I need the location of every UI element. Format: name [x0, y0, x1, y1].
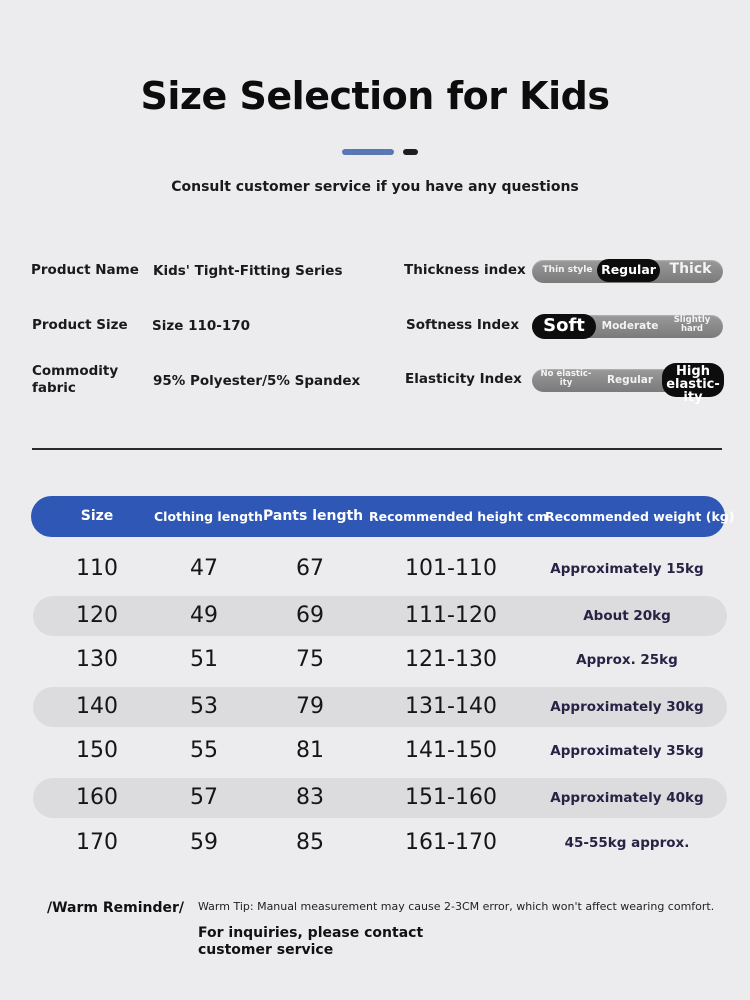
table-row: [33, 596, 727, 636]
cell-clothing-length: 51: [190, 647, 218, 672]
title-accent-bar-blue: [342, 149, 394, 155]
thickness-index-label: Thickness index: [404, 262, 526, 278]
elasticity-option-none: No elastic-ity: [540, 369, 592, 388]
cell-weight: Approximately 40kg: [550, 790, 704, 806]
elasticity-option-regular: Regular: [606, 374, 654, 386]
cell-height: 101-110: [405, 556, 497, 581]
cell-weight: Approximately 30kg: [550, 699, 704, 715]
cell-size: 150: [76, 738, 118, 763]
softness-scale: [532, 315, 723, 338]
elasticity-option-high-selected: High elastic-ity: [662, 363, 724, 397]
title-accent-bar-dark: [403, 149, 418, 155]
table-row: [33, 823, 727, 863]
cell-size: 120: [76, 603, 118, 628]
softness-option-slightly-hard: Slightly hard: [673, 315, 711, 334]
warm-reminder-heading: /Warm Reminder/: [47, 900, 185, 916]
cell-height: 131-140: [405, 694, 497, 719]
product-name-label: Product Name: [31, 262, 139, 278]
cell-size: 160: [76, 785, 118, 810]
product-size-value: Size 110-170: [152, 318, 251, 334]
thickness-scale: [532, 260, 723, 283]
softness-option-soft-selected: Soft: [532, 314, 596, 339]
header-recommended-height: Recommended height cm: [369, 509, 548, 524]
cell-pants-length: 75: [296, 647, 324, 672]
cell-weight: Approximately 35kg: [550, 743, 704, 759]
header-clothing-length: Clothing length: [154, 509, 263, 524]
thickness-option-thick: Thick: [669, 261, 712, 277]
cell-clothing-length: 59: [190, 830, 218, 855]
product-size-label: Product Size: [32, 317, 128, 333]
header-pants-length: Pants length: [263, 508, 364, 524]
elasticity-index-label: Elasticity Index: [405, 371, 522, 387]
cell-pants-length: 79: [296, 694, 324, 719]
cell-weight: Approx. 25kg: [576, 652, 678, 668]
cell-size: 130: [76, 647, 118, 672]
cell-weight: 45-55kg approx.: [564, 835, 690, 851]
cell-size: 170: [76, 830, 118, 855]
table-row: [33, 778, 727, 818]
header-size: Size: [80, 508, 114, 524]
table-row: [33, 549, 727, 589]
table-row: [33, 731, 727, 771]
product-name-value: Kids' Tight-Fitting Series: [153, 263, 343, 279]
cell-size: 110: [76, 556, 118, 581]
fabric-value: 95% Polyester/5% Spandex: [153, 373, 361, 389]
cell-height: 151-160: [405, 785, 497, 810]
cell-pants-length: 83: [296, 785, 324, 810]
section-divider: [32, 448, 722, 450]
cell-pants-length: 81: [296, 738, 324, 763]
cell-pants-length: 85: [296, 830, 324, 855]
table-row: [33, 640, 727, 680]
cell-height: 141-150: [405, 738, 497, 763]
size-table-header: [31, 496, 735, 537]
page-title: Size Selection for Kids: [140, 74, 610, 118]
cell-height: 161-170: [405, 830, 497, 855]
softness-index-label: Softness Index: [406, 317, 520, 333]
warm-tip-text: Warm Tip: Manual measurement may cause 2-3CM error, which won't affect wearing comfort.: [198, 900, 715, 913]
cell-pants-length: 67: [296, 556, 324, 581]
elasticity-scale: [532, 364, 723, 405]
page-subtitle: Consult customer service if you have any questions: [171, 179, 579, 195]
cell-weight: Approximately 15kg: [550, 561, 704, 577]
cell-height: 121-130: [405, 647, 497, 672]
header-recommended-weight: Recommended weight (kg): [545, 509, 735, 524]
cell-clothing-length: 57: [190, 785, 218, 810]
softness-option-moderate: Moderate: [601, 320, 659, 332]
thickness-option-thin: Thin style: [542, 265, 593, 275]
fabric-label: Commodity fabric: [32, 363, 119, 396]
cell-clothing-length: 55: [190, 738, 218, 763]
cell-size: 140: [76, 694, 118, 719]
cell-weight: About 20kg: [583, 608, 671, 624]
cell-height: 111-120: [405, 603, 497, 628]
cell-clothing-length: 49: [190, 603, 218, 628]
cell-clothing-length: 47: [190, 556, 218, 581]
thickness-option-regular-selected: Regular: [597, 259, 660, 282]
cell-pants-length: 69: [296, 603, 324, 628]
cell-clothing-length: 53: [190, 694, 218, 719]
table-row: [33, 687, 727, 727]
contact-service-text: For inquiries, please contact customer service: [198, 925, 424, 958]
